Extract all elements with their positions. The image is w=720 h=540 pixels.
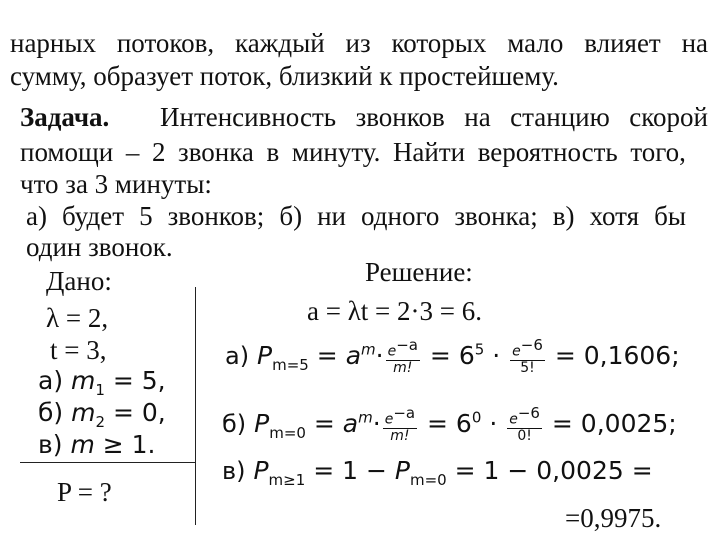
word: Найти (392, 137, 466, 167)
task-line-2 (20, 136, 686, 168)
word: станцию (510, 102, 610, 132)
solution-c-rest2: = 1 − 0,0025 = (446, 456, 653, 485)
solution-b-den: m! (390, 427, 410, 444)
word: помощи (20, 137, 114, 167)
solution-a-dot2: · (484, 340, 509, 370)
solution-c-P2: P (394, 456, 410, 485)
solution-c-P: P (253, 456, 269, 485)
word: мало (507, 28, 564, 58)
solution-b-fraction-2 (507, 406, 542, 444)
given-t: t = 3, (50, 335, 107, 365)
given-lambda: λ = 2, (46, 303, 109, 333)
solution-a-base-sup: 5 (474, 340, 485, 359)
word: потоков, (116, 28, 215, 58)
solution-a-num-sup: −a (396, 336, 418, 354)
word: минуту. (291, 137, 381, 167)
solution-b-base-sup: 0 (471, 408, 482, 427)
solution-a-dot: · (375, 340, 384, 370)
given-divider-horizontal (20, 462, 195, 463)
task-line-3: что за 3 минуты: (20, 169, 212, 199)
solution-b-dot: · (372, 408, 381, 438)
solution-b-sub: m=0 (269, 423, 306, 442)
solution-b-dot2: · (481, 408, 506, 438)
given-item-b (38, 398, 166, 431)
given-b-rest: = 0, (105, 398, 166, 427)
word: каждый (234, 28, 325, 58)
word: на (464, 102, 491, 132)
solution-a-num: e (387, 343, 397, 360)
given-divider-vertical (195, 287, 196, 525)
solution-a-label: а) (225, 341, 250, 370)
word: из (345, 28, 371, 58)
given-a-sub: 1 (95, 381, 105, 399)
intro-line-1 (10, 27, 708, 59)
solution-b-result: = 0,0025; (543, 408, 677, 438)
solution-b-num-sup: −a (393, 404, 416, 422)
solution-line-c (222, 455, 653, 489)
solution-a-am-sup: m (361, 340, 376, 359)
given-title: Дано: (46, 266, 112, 296)
solution-a-result: = 0,1606; (546, 340, 680, 370)
word: – (125, 137, 140, 167)
solution-c-sub2: m=0 (409, 471, 447, 489)
solution-a-P: P (257, 340, 273, 370)
word: хотя (589, 201, 640, 231)
word: звонков; (167, 201, 265, 231)
given-b-sub: 2 (95, 413, 106, 431)
given-item-a (38, 366, 166, 399)
solution-a-sub: m=5 (272, 355, 309, 374)
word: бы (654, 201, 686, 231)
task-line-1-words (160, 101, 708, 133)
solution-c-sub: m≥1 (268, 471, 306, 489)
solution-b-P: P (254, 408, 270, 438)
given-b-prefix: б) (38, 398, 72, 427)
given-b-var: m (71, 398, 96, 427)
task-label: Задача. (20, 102, 110, 132)
solution-final: =0,9975. (565, 503, 662, 533)
word: в) (552, 201, 575, 231)
word: нарных (10, 28, 97, 58)
word: на (681, 28, 708, 58)
task-line-5: один звонок. (26, 232, 173, 262)
solution-b-am-sup: m (358, 408, 373, 427)
word: Интенсивность (160, 102, 337, 132)
given-c-prefix: в) (38, 430, 71, 459)
solution-b-den2: 0! (517, 427, 532, 444)
word: 5 (139, 201, 153, 231)
word: будет (62, 201, 125, 231)
word: вероятность (477, 137, 618, 167)
solution-b-num2: e (509, 411, 518, 428)
solution-b-num2-sup: −6 (517, 404, 540, 422)
word: б) (279, 201, 303, 231)
solution-a-den: m! (393, 359, 413, 376)
solution-b-eq2: = (419, 408, 456, 438)
word: звонка (178, 137, 254, 167)
solution-b-fraction (383, 406, 417, 444)
given-c-rest: ≥ 1. (94, 430, 156, 459)
word: а) (26, 201, 47, 231)
solution-b-label: б) (222, 409, 247, 438)
solution-a-formula: a = λt = 2·3 = 6. (307, 296, 482, 326)
word: звонка; (454, 201, 538, 231)
solution-b-am: a (342, 408, 359, 438)
given-a-prefix: а) (38, 366, 72, 395)
given-a-var: m (71, 366, 96, 395)
solution-a-num2: e (512, 343, 521, 360)
solution-a-num2-sup: −6 (520, 336, 543, 354)
solution-a-fraction-2 (510, 338, 545, 376)
solution-title: Решение: (365, 257, 473, 287)
solution-b-eq1: = (305, 408, 343, 438)
solution-c-label: в) (222, 457, 246, 485)
word: которых (391, 28, 487, 58)
word: в (266, 137, 280, 167)
given-c-var: m (70, 430, 95, 459)
given-item-c (38, 430, 156, 459)
given-a-rest: = 5, (104, 366, 166, 395)
word: ни (317, 201, 346, 231)
solution-a-den2: 5! (520, 359, 535, 376)
solution-a-am: a (345, 340, 362, 370)
solution-c-rest1: = 1 − (305, 456, 395, 485)
word: скорой (629, 102, 708, 132)
solution-line-b (222, 406, 677, 444)
word: того, (630, 137, 686, 167)
solution-line-a (225, 338, 680, 376)
solution-a-eq1: = (308, 340, 346, 370)
given-find: P = ? (57, 477, 112, 507)
task-line-4 (26, 200, 686, 232)
word: влияет (584, 28, 661, 58)
solution-a-fraction (386, 338, 420, 376)
intro-line-2: сумму, образует поток, близкий к простейшему. (10, 61, 559, 91)
solution-b-num: e (384, 411, 394, 428)
solution-b-base: 6 (455, 408, 472, 438)
solution-a-eq2: = (421, 340, 459, 370)
word: одного (361, 201, 440, 231)
solution-a-base: 6 (458, 340, 475, 370)
word: звонков (355, 102, 445, 132)
word: 2 (151, 137, 166, 167)
task-line-1 (20, 101, 708, 133)
